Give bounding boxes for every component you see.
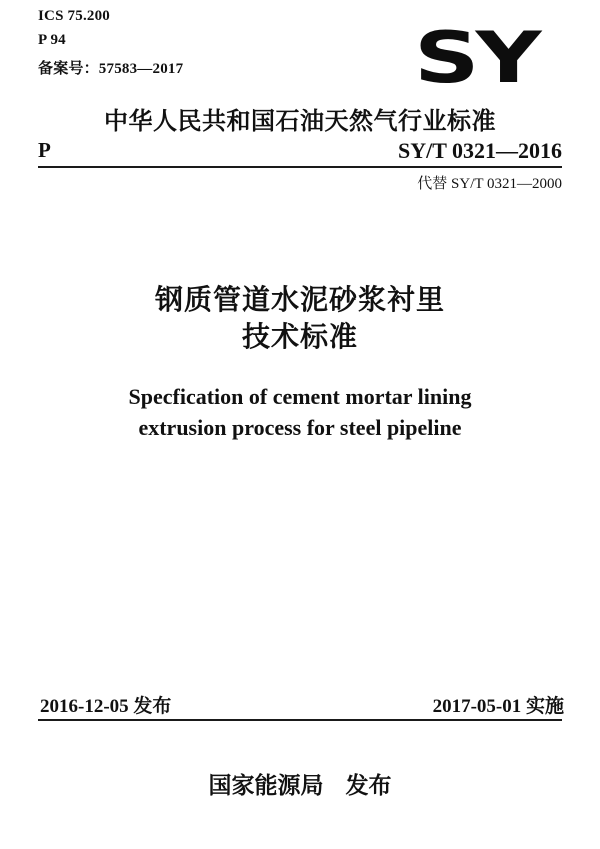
replaces-standard: 代替 SY/T 0321—2000 bbox=[417, 176, 562, 192]
record-number: 备案号：57583—2017 bbox=[38, 61, 184, 77]
implementation-date: 2017-05-01 实施 bbox=[432, 696, 564, 717]
issue-date: 2016-12-05 发布 bbox=[40, 696, 172, 717]
category-label: P bbox=[38, 138, 51, 162]
ccs-code: P 94 bbox=[38, 32, 66, 48]
industry-standard-title: 中华人民共和国石油天然气行业标准 bbox=[104, 107, 496, 135]
english-title-line-1: Specfication of cement mortar lining bbox=[128, 384, 472, 409]
standard-number: SY/T 0321—2016 bbox=[397, 138, 562, 163]
footer-divider bbox=[38, 719, 562, 721]
chinese-title-line-1: 钢质管道水泥砂浆衬里 bbox=[154, 283, 445, 316]
chinese-title-line-2: 技术标准 bbox=[241, 320, 358, 353]
header-divider bbox=[38, 166, 562, 168]
sy-logo: SY bbox=[414, 17, 538, 99]
english-title-line-2: extrusion process for steel pipeline bbox=[138, 415, 462, 440]
ics-code: ICS 75.200 bbox=[38, 8, 111, 24]
publisher: 国家能源局 发布 bbox=[208, 773, 392, 799]
